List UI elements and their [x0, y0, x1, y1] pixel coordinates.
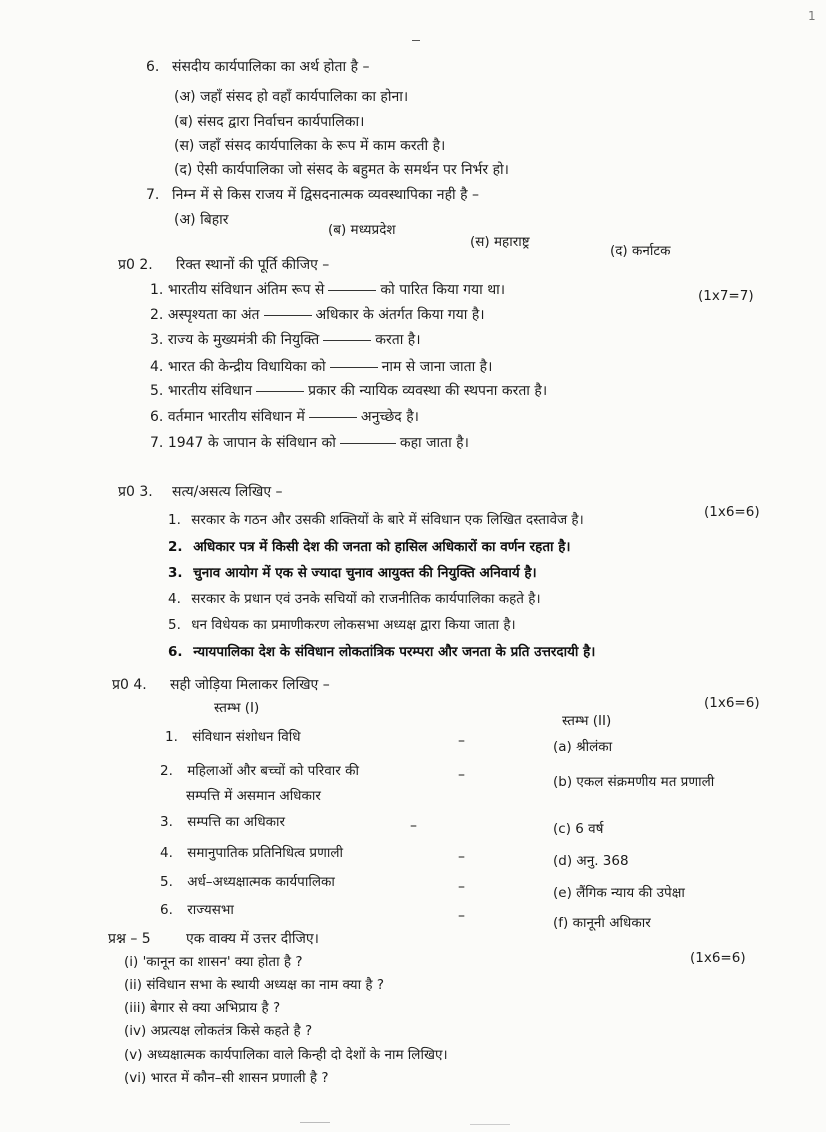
- q1-item-7-text: निम्न में से किस राजय में द्विसदनात्मक व्यवस्थापिका नही है –: [172, 187, 479, 203]
- q3-title: सत्य/असत्य लिखिए –: [172, 484, 283, 500]
- q1-item-7-option-d: (द) कर्नाटक: [610, 243, 671, 259]
- q3-item-num: 1.: [168, 512, 181, 528]
- q1-item-6-text: संसदीय कार्यपालिका का अर्थ होता है –: [172, 59, 370, 75]
- q2-label: प्र0 2.: [118, 257, 153, 273]
- q4-left-5: [160, 876, 335, 890]
- q2-item-num: 6.: [150, 409, 164, 425]
- scan-speck: [470, 1124, 510, 1125]
- q2-title: रिक्त स्थानों की पूर्ति कीजिए –: [176, 257, 330, 273]
- q2-item-3: [150, 333, 421, 347]
- q3-item-num: 3.: [168, 565, 183, 581]
- q4-dash: –: [410, 818, 417, 834]
- q4-right-b: (b) एकल संक्रमणीय मत प्रणाली: [553, 774, 715, 790]
- q4-column-2-head: स्तम्भ (II): [562, 713, 612, 729]
- q4-right-e: (e) लैंगिक न्याय की उपेक्षा: [553, 885, 685, 901]
- q5-item-2: (ii) संविधान सभा के स्थायी अध्यक्ष का नाम क्या है ?: [124, 977, 384, 993]
- answer-blank: [330, 367, 378, 368]
- q4-left-num: 4.: [160, 845, 173, 861]
- q2-item-6: [150, 410, 419, 424]
- q4-right-d: (d) अनु. 368: [553, 853, 629, 869]
- q5-label: प्रश्न – 5: [108, 931, 151, 947]
- q2-item-after: को पारित किया गया था।: [380, 282, 506, 298]
- q4-left-6: [160, 904, 234, 918]
- q4-left-2: [160, 765, 359, 779]
- q4-left-num: 1.: [165, 729, 178, 745]
- answer-blank: [323, 340, 371, 341]
- q3-item-text: चुनाव आयोग में एक से ज्यादा चुनाव आयुक्त की नियुक्ति अनिवार्य है।: [193, 565, 537, 581]
- scan-speck: [300, 1122, 330, 1123]
- q3-item-5: [168, 619, 516, 633]
- q2-item-1: [150, 283, 505, 297]
- q4-left-4: [160, 847, 343, 861]
- q3-item-1: [168, 514, 584, 528]
- q4-left-text: सम्पत्ति का अधिकार: [187, 814, 286, 830]
- q2-item-after: कहा जाता है।: [399, 435, 469, 451]
- scan-speck: [412, 40, 420, 41]
- answer-blank: [256, 391, 304, 392]
- q3-item-4: [168, 593, 541, 607]
- q5-item-1: (i) 'कानून का शासन' क्या होता है ?: [124, 954, 303, 970]
- page-mark: 1: [808, 9, 816, 23]
- q3-item-text: सरकार के प्रधान एवं उनके सचियों को राजनीतिक कार्यपालिका कहते है।: [191, 591, 541, 607]
- q1-item-6-option-b: (ब) संसद द्वारा निर्वाचन कार्यपालिका।: [174, 114, 365, 130]
- q2-item-num: 7.: [150, 435, 164, 451]
- q2-item-after: प्रकार की न्यायिक व्यवस्था की स्थपना करता है।: [308, 383, 548, 399]
- q4-dash: –: [458, 767, 465, 783]
- q4-left-text: समानुपातिक प्रतिनिधित्व प्रणाली: [187, 845, 344, 861]
- answer-blank: [264, 315, 312, 316]
- q4-dash: –: [458, 849, 465, 865]
- q2-item-before: भारत की केन्द्रीय विधायिका को: [167, 359, 326, 375]
- q4-dash: –: [458, 908, 465, 924]
- q2-item-before: वर्तमान भारतीय संविधान में: [167, 409, 305, 425]
- q1-item-7-option-c: (स) महाराष्ट्र: [470, 234, 530, 250]
- q3-item-text: न्यायपालिका देश के संविधान लोकतांत्रिक परम्परा और जनता के प्रति उत्तरदायी है।: [193, 644, 596, 660]
- q4-left-num: 6.: [160, 902, 173, 918]
- q1-item-7-num: 7.: [146, 187, 160, 203]
- q5-marks: (1x6=6): [690, 950, 746, 966]
- q1-item-6-option-d: (द) ऐसी कार्यपालिका जो संसद के बहुमत के समर्थन पर निर्भर हो।: [174, 162, 509, 178]
- q4-marks: (1x6=6): [704, 695, 760, 711]
- q2-item-before: भारतीय संविधान: [167, 383, 253, 399]
- q3-label: प्र0 3.: [118, 484, 153, 500]
- q4-dash: –: [458, 733, 465, 749]
- answer-blank: [340, 443, 396, 444]
- q2-item-num: 3.: [150, 332, 164, 348]
- q3-item-num: 6.: [168, 644, 183, 660]
- q4-left-text: महिलाओं और बच्चों को परिवार की: [187, 763, 359, 779]
- q3-marks: (1x6=6): [704, 504, 760, 520]
- q4-left-1: [165, 731, 301, 745]
- q4-right-c: (c) 6 वर्ष: [553, 821, 604, 837]
- q2-item-before: अस्पृश्यता का अंत: [167, 307, 260, 323]
- q4-dash: –: [458, 879, 465, 895]
- q2-item-num: 1.: [150, 282, 164, 298]
- q3-item-text: सरकार के गठन और उसकी शक्तियों के बारे में संविधान एक लिखित दस्तावेज है।: [191, 512, 584, 528]
- q2-item-7: [150, 436, 469, 450]
- q2-item-before: राज्य के मुख्यमंत्री की नियुक्ति: [167, 332, 320, 348]
- q2-item-after: नाम से जाना जाता है।: [381, 359, 493, 375]
- q1-item-6-num: 6.: [146, 59, 160, 75]
- q5-item-6: (vi) भारत में कौन–सी शासन प्रणाली है ?: [124, 1070, 329, 1086]
- q2-marks: (1x7=7): [698, 288, 754, 304]
- q3-item-6: [168, 646, 595, 660]
- q5-title: एक वाक्य में उत्तर दीजिए।: [186, 931, 319, 947]
- q2-item-4: [150, 360, 492, 374]
- q4-right-a: (a) श्रीलंका: [553, 739, 613, 755]
- q4-left-num: 3.: [160, 814, 173, 830]
- q4-left-text: संविधान संशोधन विधि: [192, 729, 301, 745]
- q2-item-num: 4.: [150, 359, 164, 375]
- q4-left-num: 2.: [160, 763, 173, 779]
- answer-blank: [328, 290, 376, 291]
- q1-item-6-option-a: (अ) जहाँ संसद हो वहाँ कार्यपालिका का होना।: [174, 89, 409, 105]
- answer-blank: [309, 417, 357, 418]
- q3-item-num: 2.: [168, 539, 183, 555]
- q2-item-after: अधिकार के अंतर्गत किया गया है।: [315, 307, 485, 323]
- q3-item-num: 5.: [168, 617, 181, 633]
- q3-item-3: [168, 567, 537, 581]
- q5-item-5: (v) अध्यक्षात्मक कार्यपालिका वाले किन्ही दो देशों के नाम लिखिए।: [124, 1047, 448, 1063]
- q5-item-3: (iii) बेगार से क्या अभिप्राय है ?: [124, 1000, 281, 1016]
- q4-left-text: राज्यसभा: [187, 902, 234, 918]
- q4-left-2-cont: सम्पत्ति में असमान अधिकार: [186, 788, 321, 804]
- q3-item-text: अधिकार पत्र में किसी देश की जनता को हासिल अधिकारों का वर्णन रहता है।: [193, 539, 571, 555]
- q4-title: सही जोड़िया मिलाकर लिखिए –: [170, 677, 330, 693]
- q2-item-num: 5.: [150, 383, 164, 399]
- q1-item-6-option-c: (स) जहाँ संसद कार्यपालिका के रूप में काम करती है।: [174, 138, 446, 154]
- q4-left-3: [160, 816, 285, 830]
- q1-item-7-option-b: (ब) मध्यप्रदेश: [328, 222, 396, 238]
- q2-item-before: भारतीय संविधान अंतिम रूप से: [167, 282, 325, 298]
- q4-label: प्र0 4.: [112, 677, 147, 693]
- q3-item-num: 4.: [168, 591, 181, 607]
- q4-column-1-head: स्तम्भ (I): [214, 700, 260, 716]
- q4-left-num: 5.: [160, 874, 173, 890]
- q1-item-7-option-a: (अ) बिहार: [174, 212, 229, 228]
- q2-item-num: 2.: [150, 307, 164, 323]
- q2-item-after: अनुच्छेद है।: [360, 409, 419, 425]
- q2-item-5: [150, 384, 547, 398]
- q2-item-before: 1947 के जापान के संविधान को: [167, 435, 336, 451]
- q5-item-4: (iv) अप्रत्यक्ष लोकतंत्र किसे कहते है ?: [124, 1023, 313, 1039]
- q4-left-text: अर्ध–अध्यक्षात्मक कार्यपालिका: [187, 874, 335, 890]
- q3-item-text: धन विधेयक का प्रमाणीकरण लोकसभा अध्यक्ष द्वारा किया जाता है।: [191, 617, 516, 633]
- q4-right-f: (f) कानूनी अधिकार: [553, 915, 651, 931]
- q2-item-2: [150, 308, 485, 322]
- q3-item-2: [168, 541, 571, 555]
- q2-item-after: करता है।: [375, 332, 421, 348]
